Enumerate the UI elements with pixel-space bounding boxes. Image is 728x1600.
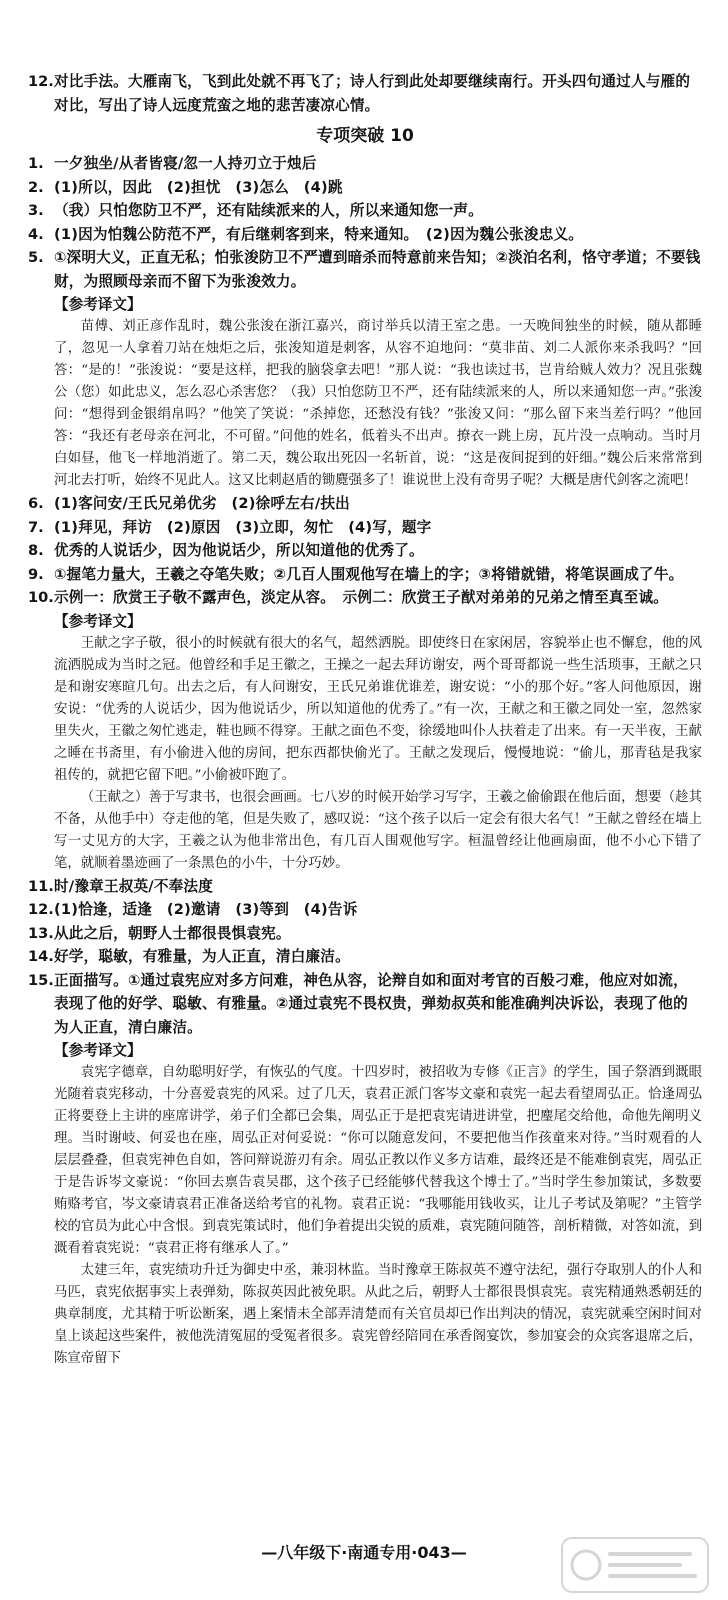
- answer-number: 14.: [28, 948, 54, 965]
- answer-text: (1)客问安/王氏兄弟优劣 (2)徐呼左右/扶出: [54, 495, 350, 512]
- answer-number: 9.: [28, 565, 44, 583]
- answer-text: 对比手法。大雁南飞，飞到此处就不再飞了；诗人行到此处却要继续南行。开头四句通过人与雁的对比，写出了诗人远度荒蛮之地的悲苦凄凉心情。: [54, 73, 691, 114]
- answer-item: [28, 199, 702, 223]
- answer-number: 6.: [28, 495, 44, 512]
- answer-item: [28, 875, 702, 899]
- answer-text: ①深明大义，正直无私；怕张浚防卫不严遭到暗杀而特意前来告知；②淡泊名利，恪守孝道；不要钱财，为照顾母亲而不留下为张浚效力。: [54, 249, 701, 290]
- answer-number: 5.: [28, 249, 44, 266]
- answer-number: 12.: [28, 73, 54, 90]
- answer-number: 7.: [28, 518, 44, 536]
- answer-number: 10.: [28, 589, 54, 606]
- translation-paragraph: 王献之字子敬，很小的时候就有很大的名气，超然洒脱。即使终日在家闲居，容貌举止也不懈怠，他的风流洒脱成为当时之冠。他曾经和手足王徽之，王操之一起去拜访谢安，两个哥哥都说一些生活琐事，王献之只是和谢安寒暄几句。出去之后，有人问谢安，王氏兄弟谁优谁差，谢安说：“小的那个好。”客人问他原因，谢安说：“优秀的人说话少，因为他说话少，所以知道他的优秀了。”有一次，王献之和王徽之同处一室，忽然家里失火，王徽之匆忙逃走，鞋也顾不得穿。王献之面色不变，徐缓地叫仆人扶着走了出来。有一天半夜，王献之睡在书斋里，有小偷进入他的房间，把东西都快偷光了。王献之发现后，慢慢地说：“偷儿，那青毡是我家祖传的，就把它留下吧。”小偷被吓跑了。: [54, 635, 702, 783]
- answer-text: （我）只怕您防卫不严，还有陆续派来的人，所以来通知您一声。: [54, 202, 484, 219]
- answer-text: (1)因为怕魏公防范不严，有后继刺客到来，特来通知。 (2)因为魏公张浚忠义。: [54, 225, 584, 243]
- answer-item-12-top: [28, 70, 702, 117]
- translation-paragraph: 袁宪字德章，自幼聪明好学，有恢弘的气度。十四岁时，被招收为专修《正言》的学生，国子祭酒到溉眼光随着袁宪移动，十分喜爱袁宪的风采。过了几天，袁君正派门客岑文豪和袁宪一起去看望周弘正。恰逢周弘正将要登上主讲的座席讲学，弟子们全都已会集，周弘正于是把袁宪请进讲堂，把麈尾交给他，命他先阐明义理。当时谢岐、何妥也在座，周弘正对何妥说：“你可以随意发问，不要把他当作孩童来对待。”当时观看的人层层叠叠，但袁宪神色自如，答问辩说游刃有余。周弘正教以作义多方诘难，最终还是不能难倒袁宪，周弘正于是告诉岑文豪说：“你回去禀告袁吴郡，这个孩子已经能够代替我这个博士了。”当时学生参加策试，多数要贿赂考官，岑文豪请袁君正准备送给考官的礼物。袁君正说：“我哪能用钱收买，让儿子考试及第呢？”主管学校的官员为此心中含恨。到袁宪策试时，他们争着提出尖锐的质难，袁宪随问随答，剖析精微，对答如流，到溉看着袁宪说：“袁君正将有继承人了。”: [54, 1065, 702, 1256]
- reference-translation: [28, 1062, 702, 1370]
- reference-translation-label: 【参考译文】: [54, 296, 142, 313]
- answer-text: 从此之后，朝野人士都很畏惧袁宪。: [54, 924, 291, 942]
- answer-item: [28, 223, 702, 247]
- answer-item: [28, 176, 702, 200]
- reference-translation: [28, 316, 702, 492]
- answer-number: 3.: [28, 202, 44, 219]
- answer-item: [28, 246, 702, 293]
- page-footer: —八年级下·南通专用·043—: [261, 1543, 467, 1562]
- answer-item: [28, 586, 702, 610]
- answer-item: [28, 898, 702, 922]
- answer-text: 好学，聪敏，有雅量，为人正直，清白廉洁。: [54, 948, 350, 965]
- answer-text: 优秀的人说话少，因为他说话少，所以知道他的优秀了。: [54, 542, 424, 559]
- answer-item: [28, 945, 702, 969]
- translation-paragraph: 苗傅、刘正彦作乱时，魏公张浚在浙江嘉兴，商讨举兵以清王室之患。一天晚间独坐的时候，随从都睡了，忽见一人拿着刀站在烛炬之后，张浚知道是刺客，从容不迫地问：“莫非苗、刘二人派你来杀我吗？”回答：“是的！”张浚说：“要是这样，把我的脑袋拿去吧！”那人说：“我也读过书，岂肯给贼人效力？况且张魏公（您）如此忠义，怎么忍心杀害您？（我）只怕您防卫不严，还有陆续派来的人，所以来通知您一声。”张浚问：“想得到金银绢帛吗？”他笑了笑说：“杀掉您，还愁没有钱？”张浚又问：“那么留下来当差行吗？”他回答：“我还有老母亲在河北，不可留。”问他的姓名，低着头不出声。撩衣一跳上房，瓦片没一点响动。当时月白如昼，他飞一样地消逝了。第二天，魏公取出死囚一名斩首，说：“这是夜间捉到的奸细。”魏公后来常常到河北去打听，始终不见此人。这又比刺赵盾的锄麑强多了！谁说世上没有奇男子呢？大概是唐代剑客之流吧！: [54, 319, 702, 488]
- answer-text: ①握笔力量大，王羲之夺笔失败；②几百人围观他写在墙上的字；③将错就错，将笔误画成了牛。: [54, 565, 684, 583]
- reference-translation-label: 【参考译文】: [54, 612, 142, 630]
- answer-item: [28, 492, 702, 516]
- answer-item: [28, 969, 702, 1040]
- answer-text: 正面描写。①通过袁宪应对多方问难，神色从容，论辩自如和面对考官的百般刁难，他应对如流，表现了他的好学、聪敏、有雅量。②通过袁宪不畏权贵，弹劾叔英和能准确判决诉讼，表现了他的为人正直，清白廉洁。: [54, 971, 688, 1036]
- answer-number: 2.: [28, 178, 44, 196]
- reference-translation-label: 【参考译文】: [54, 1042, 142, 1059]
- reference-translation: [28, 633, 702, 875]
- answer-number: 12.: [28, 901, 54, 918]
- section-title: 专项突破 10: [316, 126, 414, 146]
- watermark-logo-icon: [560, 1536, 710, 1594]
- answer-number: 15.: [28, 971, 54, 989]
- answer-item: [28, 516, 702, 540]
- answer-item: [28, 922, 702, 946]
- answer-text: (1)所以，因此 (2)担忧 (3)怎么 (4)跳: [54, 178, 343, 196]
- answer-text: (1)拜见，拜访 (2)原因 (3)立即，匆忙 (4)写，题字: [54, 518, 432, 536]
- answer-number: 1.: [28, 155, 44, 172]
- answer-text: 一夕独坐/从者皆寝/忽一人持刃立于烛后: [54, 155, 317, 172]
- answer-number: 13.: [28, 924, 54, 942]
- answer-number: 8.: [28, 542, 44, 559]
- translation-paragraph: （王献之）善于写隶书，也很会画画。七八岁的时候开始学习写字，王羲之偷偷跟在他后面，想要（趁其不备，从他手中）夺走他的笔，但是失败了，感叹说：“这个孩子以后一定会有很大名气！”王献之曾经在墙上写一丈见方的大字，王羲之认为他非常出色，有几百人围观他写字。桓温曾经让他画扇面，他不小心下错了笔，就顺着墨迹画了一条黑色的小牛，十分巧妙。: [54, 789, 702, 871]
- answer-item: [28, 539, 702, 563]
- translation-paragraph: 太建三年，袁宪绩功升迁为御史中丞，兼羽林监。当时豫章王陈叔英不遵守法纪，强行夺取别人的仆人和马匹，袁宪依据事实上表弹劾，陈叔英因此被免职。从此之后，朝野人士都很畏惧袁宪。袁宪精通熟悉朝廷的典章制度，尤其精于听讼断案，遇上案情未全部弄清楚而有关官员却已作出判决的情况，袁宪就乘空闲时间对皇上谈起这些案件，被他洗清冤屈的受冤者很多。袁宪曾经陪同在承香阁宴饮，参加宴会的众宾客退席之后，陈宣帝留下: [54, 1263, 702, 1366]
- answer-item: [28, 563, 702, 587]
- answer-number: 11.: [28, 877, 54, 895]
- answer-text: 示例一：欣赏王子敬不露声色，淡定从容。 示例二：欣赏王子猷对弟弟的兄弟之情至真至诚。: [54, 589, 669, 606]
- answer-item: [28, 152, 702, 176]
- answer-text: (1)恰逢，适逢 (2)邀请 (3)等到 (4)告诉: [54, 901, 358, 918]
- answer-text: 时/豫章王叔英/不奉法度: [54, 877, 213, 895]
- answer-number: 4.: [28, 225, 44, 243]
